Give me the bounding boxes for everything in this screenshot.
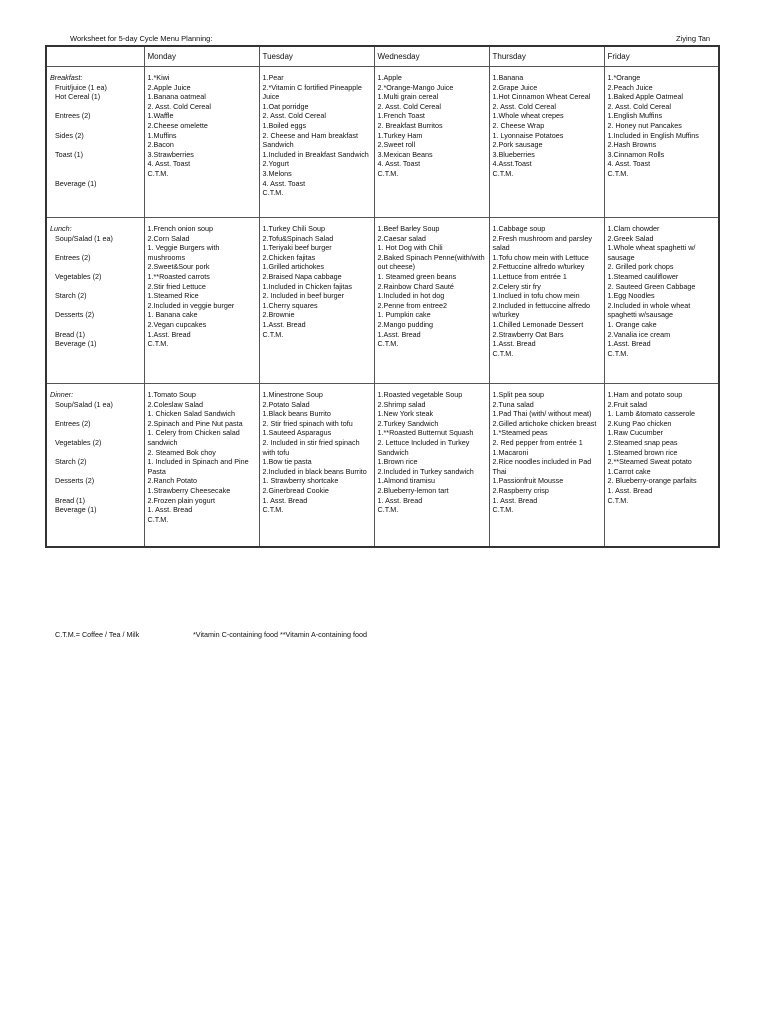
breakfast-row bbox=[46, 67, 719, 218]
dinner-labels-cell bbox=[46, 384, 144, 548]
menu-item: 1.Sauteed Asparagus bbox=[262, 428, 332, 438]
menu-item: 1.Cherry squares bbox=[262, 300, 318, 310]
menu-item: 1.Cabbage soup bbox=[492, 224, 546, 233]
category-label: Vegetables (2) bbox=[55, 437, 102, 447]
menu-item: 1. Asst. Bread bbox=[607, 485, 653, 495]
menu-item: 1.Pear bbox=[262, 73, 284, 82]
menu-item: 2.Strawberry Oat Bars bbox=[492, 329, 564, 339]
spacer bbox=[50, 301, 141, 311]
menu-item: 2.Fresh mushroom and parsley salad bbox=[492, 233, 592, 253]
menu-item: 2.Potato Salad bbox=[262, 399, 310, 409]
menu-item: 2.Bacon bbox=[147, 140, 174, 150]
menu-item: 1.Roasted vegetable Soup bbox=[377, 390, 463, 399]
menu-item: 4. Asst. Toast bbox=[262, 178, 306, 188]
menu-item: C.T.M. bbox=[377, 168, 399, 178]
category-label: Vegetables (2) bbox=[55, 271, 102, 281]
menu-item: 1.Turkey Chili Soup bbox=[262, 224, 325, 233]
menu-item: 1.Almond tiramisu bbox=[377, 476, 436, 486]
menu-item: 1. Celery from Chicken salad sandwich bbox=[147, 428, 240, 447]
meal-title: Lunch: bbox=[50, 224, 72, 233]
menu-item: 2. Honey nut Pancakes bbox=[607, 120, 682, 130]
lunch-cell-monday bbox=[144, 218, 259, 384]
menu-item: 3.Melons bbox=[262, 168, 292, 178]
menu-item: C.T.M. bbox=[377, 339, 399, 349]
menu-item: 2. Grilled pork chops bbox=[607, 262, 674, 272]
menu-item: 2.Brownie bbox=[262, 310, 295, 320]
menu-item: 2.Turkey Sandwich bbox=[377, 418, 439, 428]
menu-item: C.T.M. bbox=[492, 505, 514, 515]
menu-item: 4. Asst. Toast bbox=[147, 159, 191, 169]
menu-item: 1.Chilled Lemonade Dessert bbox=[492, 319, 584, 329]
menu-item: 1.Inclued in tofu chow mein bbox=[492, 291, 580, 301]
menu-item: 2.Penne from entree2 bbox=[377, 300, 448, 310]
menu-item: C.T.M. bbox=[607, 495, 629, 505]
menu-item: 1.Waffle bbox=[147, 111, 174, 121]
category-label: Beverage (1) bbox=[55, 178, 97, 188]
menu-item: 1.*Orange bbox=[607, 73, 641, 82]
lunch-cell-wednesday bbox=[374, 218, 489, 384]
menu-item: 1.Tofu chow mein with Lettuce bbox=[492, 252, 589, 262]
meal-title: Dinner: bbox=[50, 390, 74, 399]
menu-item: 1.Teriyaki beef burger bbox=[262, 243, 332, 253]
spacer bbox=[50, 159, 141, 169]
menu-item: 1.Included in Chicken fajitas bbox=[262, 281, 352, 291]
menu-item: 1.*Kiwi bbox=[147, 73, 170, 82]
menu-item: 1.Banana oatmeal bbox=[147, 92, 206, 102]
menu-item: 1.Brown rice bbox=[377, 457, 418, 467]
menu-item: 1.Oat porridge bbox=[262, 101, 309, 111]
menu-item: 1. Veggie Burgers with mushrooms bbox=[147, 243, 220, 262]
spacer bbox=[50, 467, 141, 477]
menu-item: 1. Asst. Bread bbox=[147, 505, 193, 515]
menu-item: 2.Chicken fajitas bbox=[262, 252, 316, 262]
menu-item: 2. Asst. Cold Cereal bbox=[607, 101, 672, 111]
menu-item: 2.Sweet roll bbox=[377, 140, 416, 150]
menu-item: 2.Caesar salad bbox=[377, 233, 426, 243]
day-header-monday: Monday bbox=[144, 46, 259, 67]
menu-item: 1.Whole wheat spaghetti w/ sausage bbox=[607, 243, 696, 262]
menu-item: 2.Kung Pao chicken bbox=[607, 418, 672, 428]
menu-item: C.T.M. bbox=[492, 168, 514, 178]
menu-item: 2.Peach Juice bbox=[607, 82, 653, 92]
category-label: Starch (2) bbox=[55, 457, 87, 467]
menu-item: 1.French onion soup bbox=[147, 224, 214, 233]
menu-item: 1. Asst. Bread bbox=[262, 495, 308, 505]
menu-item: 2.Vanalia ice cream bbox=[607, 329, 671, 339]
menu-item: 4.Asst.Toast bbox=[492, 159, 532, 169]
ctm-legend: C.T.M.= Coffee / Tea / Milk bbox=[55, 630, 140, 639]
menu-item: 2.**Steamed Sweat potato bbox=[607, 457, 692, 467]
menu-item: 1. Asst. Bread bbox=[492, 495, 538, 505]
menu-item: 1. Strawberry shortcake bbox=[262, 476, 339, 486]
menu-item: 1.**Roasted Butternut Squash bbox=[377, 428, 474, 438]
menu-item: 3.Blueberries bbox=[492, 149, 535, 159]
menu-item: 1.Apple bbox=[377, 73, 402, 82]
category-label: Entrees (2) bbox=[55, 111, 91, 121]
menu-item: 1.Passionfruit Mousse bbox=[492, 476, 564, 486]
menu-item: 2.Sweet&Sour pork bbox=[147, 262, 210, 272]
menu-item: 1. Orange cake bbox=[607, 319, 657, 329]
menu-item: C.T.M. bbox=[607, 168, 629, 178]
menu-item: 2.*Orange-Mango Juice bbox=[377, 82, 454, 92]
menu-item: 4. Asst. Toast bbox=[607, 159, 651, 169]
category-label: Soup/Salad (1 ea) bbox=[55, 233, 113, 243]
dinner-cell-monday bbox=[144, 384, 259, 548]
menu-item: 1.Steamed cauliflower bbox=[607, 271, 679, 281]
menu-item: 1.Egg Noodles bbox=[607, 291, 655, 301]
menu-item: 2.Included in whole wheat spaghetti w/sausage bbox=[607, 300, 691, 320]
menu-item: 1. Banana cake bbox=[147, 310, 198, 320]
menu-item: C.T.M. bbox=[147, 168, 169, 178]
menu-item: 1.Included in English Muffins bbox=[607, 130, 699, 140]
spacer bbox=[50, 140, 141, 150]
dinner-cell-tuesday bbox=[259, 384, 374, 548]
menu-item: 2.Greek Salad bbox=[607, 233, 654, 243]
menu-item: 1.Whole wheat crepes bbox=[492, 111, 564, 121]
category-label: Sides (2) bbox=[55, 130, 84, 140]
menu-item: C.T.M. bbox=[262, 329, 284, 339]
menu-item: 2. Sauteed Green Cabbage bbox=[607, 281, 696, 291]
spacer bbox=[50, 409, 141, 419]
menu-item: 2.Cheese omelette bbox=[147, 120, 208, 130]
menu-item: 1.French Toast bbox=[377, 111, 425, 121]
menu-item: 2.Steamed snap peas bbox=[607, 437, 678, 447]
menu-item: C.T.M. bbox=[377, 505, 399, 515]
corner-cell bbox=[46, 46, 144, 67]
category-label: Hot Cereal (1) bbox=[55, 92, 101, 102]
menu-item: 2.Pork sausage bbox=[492, 140, 543, 150]
lunch-cell-tuesday bbox=[259, 218, 374, 384]
menu-item: 2.Vegan cupcakes bbox=[147, 319, 207, 329]
menu-item: 1.Banana bbox=[492, 73, 524, 82]
menu-item: 2. Red pepper from entrée 1 bbox=[492, 437, 583, 447]
menu-item: 1. Steamed green beans bbox=[377, 271, 457, 281]
menu-item: 1.New York steak bbox=[377, 409, 434, 419]
menu-item: 2.Gilled artichoke chicken breast bbox=[492, 418, 597, 428]
menu-item: 1.Clam chowder bbox=[607, 224, 660, 233]
menu-item: 2. Lettuce Included in Turkey Sandwich bbox=[377, 437, 470, 457]
menu-item: 2. Cheese Wrap bbox=[492, 120, 545, 130]
day-header-thursday: Thursday bbox=[489, 46, 604, 67]
menu-item: 2.Spinach and Pine Nut pasta bbox=[147, 418, 243, 428]
category-label: Entrees (2) bbox=[55, 252, 91, 262]
menu-item: 2.Fruit salad bbox=[607, 399, 648, 409]
menu-item: 4. Asst. Toast bbox=[377, 159, 421, 169]
spacer bbox=[50, 320, 141, 330]
author-name: Ziying Tan bbox=[676, 34, 711, 43]
dinner-row bbox=[46, 384, 719, 548]
menu-item: C.T.M. bbox=[147, 339, 169, 349]
menu-item: 2. Steamed Bok choy bbox=[147, 447, 216, 457]
menu-item: 1.Multi grain cereal bbox=[377, 92, 439, 102]
category-label: Toast (1) bbox=[55, 149, 83, 159]
menu-item: 1.Lettuce from entrée 1 bbox=[492, 271, 567, 281]
menu-item: 2. Asst. Cold Cereal bbox=[262, 111, 327, 121]
menu-item: 1. Hot Dog with Chili bbox=[377, 243, 443, 253]
menu-item: 1.Ham and potato soup bbox=[607, 390, 683, 399]
menu-item: 2.Included in Turkey sandwich bbox=[377, 466, 474, 476]
spacer bbox=[50, 428, 141, 438]
menu-item: 2.Rice noodles included in Pad Thai bbox=[492, 457, 592, 476]
menu-item: 2.Stir fried Lettuce bbox=[147, 281, 206, 291]
menu-item: 1.Asst. Bread bbox=[492, 339, 536, 349]
category-label: Bread (1) bbox=[55, 495, 85, 505]
dinner-cell-wednesday bbox=[374, 384, 489, 548]
menu-item: 2. Included in stir fried spinach with tofu bbox=[262, 437, 360, 457]
menu-item: 1.Included in Breakfast Sandwich bbox=[262, 149, 369, 159]
day-header-wednesday: Wednesday bbox=[374, 46, 489, 67]
category-label: Desserts (2) bbox=[55, 310, 95, 320]
category-label: Beverage (1) bbox=[55, 339, 97, 349]
spacer bbox=[50, 121, 141, 131]
menu-item: 1.Tomato Soup bbox=[147, 390, 196, 399]
spacer bbox=[50, 102, 141, 112]
menu-item: 2.Baked Spinach Penne(with/with out cheese) bbox=[377, 252, 485, 272]
menu-item: 2. Cheese and Ham breakfast Sandwich bbox=[262, 130, 358, 150]
menu-item: 2.Ginerbread Cookie bbox=[262, 485, 329, 495]
menu-item: 2.Included in veggie burger bbox=[147, 300, 235, 310]
menu-item: 2. Stir fried spinach with tofu bbox=[262, 418, 353, 428]
menu-item: 3.Cinnamon Rolls bbox=[607, 149, 665, 159]
worksheet-title: Worksheet for 5-day Cycle Menu Planning: bbox=[70, 34, 213, 43]
menu-item: 1.Pad Thai (with/ without meat) bbox=[492, 409, 592, 419]
lunch-cell-thursday bbox=[489, 218, 604, 384]
category-label: Bread (1) bbox=[55, 329, 85, 339]
day-header-row bbox=[46, 46, 719, 67]
lunch-row bbox=[46, 218, 719, 384]
menu-item: 1.*Steamed peas bbox=[492, 428, 548, 438]
menu-item: 2.Shrimp salad bbox=[377, 399, 426, 409]
menu-item: 1. Pumpkin cake bbox=[377, 310, 431, 320]
menu-item: 1.Minestrone Soup bbox=[262, 390, 323, 399]
lunch-labels-cell bbox=[46, 218, 144, 384]
breakfast-cell-tuesday bbox=[259, 67, 374, 218]
menu-item: 1.Steamed Rice bbox=[147, 291, 199, 301]
menu-item: 2. Blueberry-orange parfaits bbox=[607, 476, 697, 486]
menu-item: 2.*Vitamin C fortified Pineapple Juice bbox=[262, 82, 362, 102]
menu-item: 2. Included in beef burger bbox=[262, 291, 345, 301]
menu-item: 1. Included in Spinach and Pine Pasta bbox=[147, 457, 249, 476]
category-label: Fruit/juice (1 ea) bbox=[55, 82, 107, 92]
menu-item: 1.Steamed brown rice bbox=[607, 447, 678, 457]
menu-item: 2.Coleslaw Salad bbox=[147, 399, 204, 409]
menu-item: 2.Included in fettuccine alfredo w/turkey bbox=[492, 300, 590, 320]
menu-item: 1.English Muffins bbox=[607, 111, 663, 121]
menu-item: 1.Raw Cucumber bbox=[607, 428, 664, 438]
menu-item: 2.Braised Napa cabbage bbox=[262, 271, 342, 281]
breakfast-cell-wednesday bbox=[374, 67, 489, 218]
meal-title: Breakfast: bbox=[50, 73, 83, 82]
menu-item: 2. Asst. Cold Cereal bbox=[147, 101, 212, 111]
menu-planning-table bbox=[45, 45, 720, 548]
menu-item: 1. Lamb &tomato casserole bbox=[607, 409, 695, 419]
menu-item: 1.Strawberry Cheesecake bbox=[147, 485, 231, 495]
spacer bbox=[50, 243, 141, 253]
menu-item: 1.Asst. Bread bbox=[147, 329, 191, 339]
menu-item: 2.Corn Salad bbox=[147, 233, 190, 243]
spacer bbox=[50, 486, 141, 496]
category-label: Starch (2) bbox=[55, 291, 87, 301]
menu-item: 2. Asst. Cold Cereal bbox=[377, 101, 442, 111]
category-label: Entrees (2) bbox=[55, 418, 91, 428]
menu-item: 1.Included in hot dog bbox=[377, 291, 445, 301]
menu-item: 1.Grilled artichokes bbox=[262, 262, 325, 272]
menu-item: C.T.M. bbox=[492, 348, 514, 358]
menu-item: C.T.M. bbox=[262, 505, 284, 515]
menu-item: 1.Baked Apple Oatmeal bbox=[607, 92, 684, 102]
vitamin-legend: *Vitamin C-containing food **Vitamin A-containing food bbox=[193, 630, 367, 639]
lunch-cell-friday bbox=[604, 218, 719, 384]
breakfast-cell-thursday bbox=[489, 67, 604, 218]
breakfast-cell-monday bbox=[144, 67, 259, 218]
menu-item: 2.Included in black beans Burrito bbox=[262, 466, 367, 476]
menu-item: 1.Black beans Burrito bbox=[262, 409, 331, 419]
category-label: Desserts (2) bbox=[55, 476, 95, 486]
spacer bbox=[50, 262, 141, 272]
menu-item: 2.Raspberry crisp bbox=[492, 485, 549, 495]
breakfast-labels-cell bbox=[46, 67, 144, 218]
menu-item: 1.Turkey Ham bbox=[377, 130, 423, 140]
dinner-cell-thursday bbox=[489, 384, 604, 548]
menu-item: 1.Carrot cake bbox=[607, 466, 651, 476]
menu-item: 2.Mango pudding bbox=[377, 319, 434, 329]
menu-item: 1. Lyonnaise Potatoes bbox=[492, 130, 564, 140]
menu-item: 2.Fettuccine alfredo w/turkey bbox=[492, 262, 585, 272]
dinner-cell-friday bbox=[604, 384, 719, 548]
menu-item: 2.Rainbow Chard Sauté bbox=[377, 281, 454, 291]
menu-item: 2. Asst. Cold Cereal bbox=[492, 101, 557, 111]
menu-item: 1.Macaroni bbox=[492, 447, 529, 457]
menu-item: 1.Split pea soup bbox=[492, 390, 545, 399]
menu-item: 1.Beef Barley Soup bbox=[377, 224, 440, 233]
day-header-tuesday: Tuesday bbox=[259, 46, 374, 67]
menu-item: C.T.M. bbox=[147, 514, 169, 524]
category-label: Beverage (1) bbox=[55, 505, 97, 515]
menu-item: 2.Celery stir fry bbox=[492, 281, 541, 291]
menu-item: 2.Tofu&Spinach Salad bbox=[262, 233, 334, 243]
spacer bbox=[50, 448, 141, 458]
menu-item: 2.Ranch Potato bbox=[147, 476, 198, 486]
menu-item: 1. Asst. Bread bbox=[377, 495, 423, 505]
menu-item: C.T.M. bbox=[262, 188, 284, 198]
menu-item: 3.Mexican Beans bbox=[377, 149, 433, 159]
menu-item: 2.Apple Juice bbox=[147, 82, 191, 92]
menu-item: 1.Asst. Bread bbox=[262, 319, 306, 329]
menu-item: 1.Asst. Bread bbox=[607, 339, 651, 349]
menu-item: 2.Blueberry-lemon tart bbox=[377, 485, 449, 495]
menu-item: 3.Strawberries bbox=[147, 149, 194, 159]
menu-item: 2.Yogurt bbox=[262, 159, 290, 169]
category-label: Soup/Salad (1 ea) bbox=[55, 399, 113, 409]
menu-item: 2.Tuna salad bbox=[492, 399, 534, 409]
menu-item: 1.Muffins bbox=[147, 130, 177, 140]
menu-item: 1. Chicken Salad Sandwich bbox=[147, 409, 235, 419]
menu-item: 1.Hot Cinnamon Wheat Cereal bbox=[492, 92, 591, 102]
day-header-friday: Friday bbox=[604, 46, 719, 67]
spacer bbox=[50, 282, 141, 292]
menu-item: 2. Breakfast Burritos bbox=[377, 120, 443, 130]
menu-item: 2.Hash Browns bbox=[607, 140, 657, 150]
breakfast-cell-friday bbox=[604, 67, 719, 218]
menu-item: 2.Frozen plain yogurt bbox=[147, 495, 216, 505]
menu-item: 1.Bow tie pasta bbox=[262, 457, 312, 467]
menu-item: 1.**Roasted carrots bbox=[147, 271, 210, 281]
spacer bbox=[50, 169, 141, 179]
menu-item: 1.Asst. Bread bbox=[377, 329, 421, 339]
menu-item: C.T.M. bbox=[607, 348, 629, 358]
menu-item: 2.Grape Juice bbox=[492, 82, 538, 92]
menu-item: 1.Boiled eggs bbox=[262, 120, 307, 130]
